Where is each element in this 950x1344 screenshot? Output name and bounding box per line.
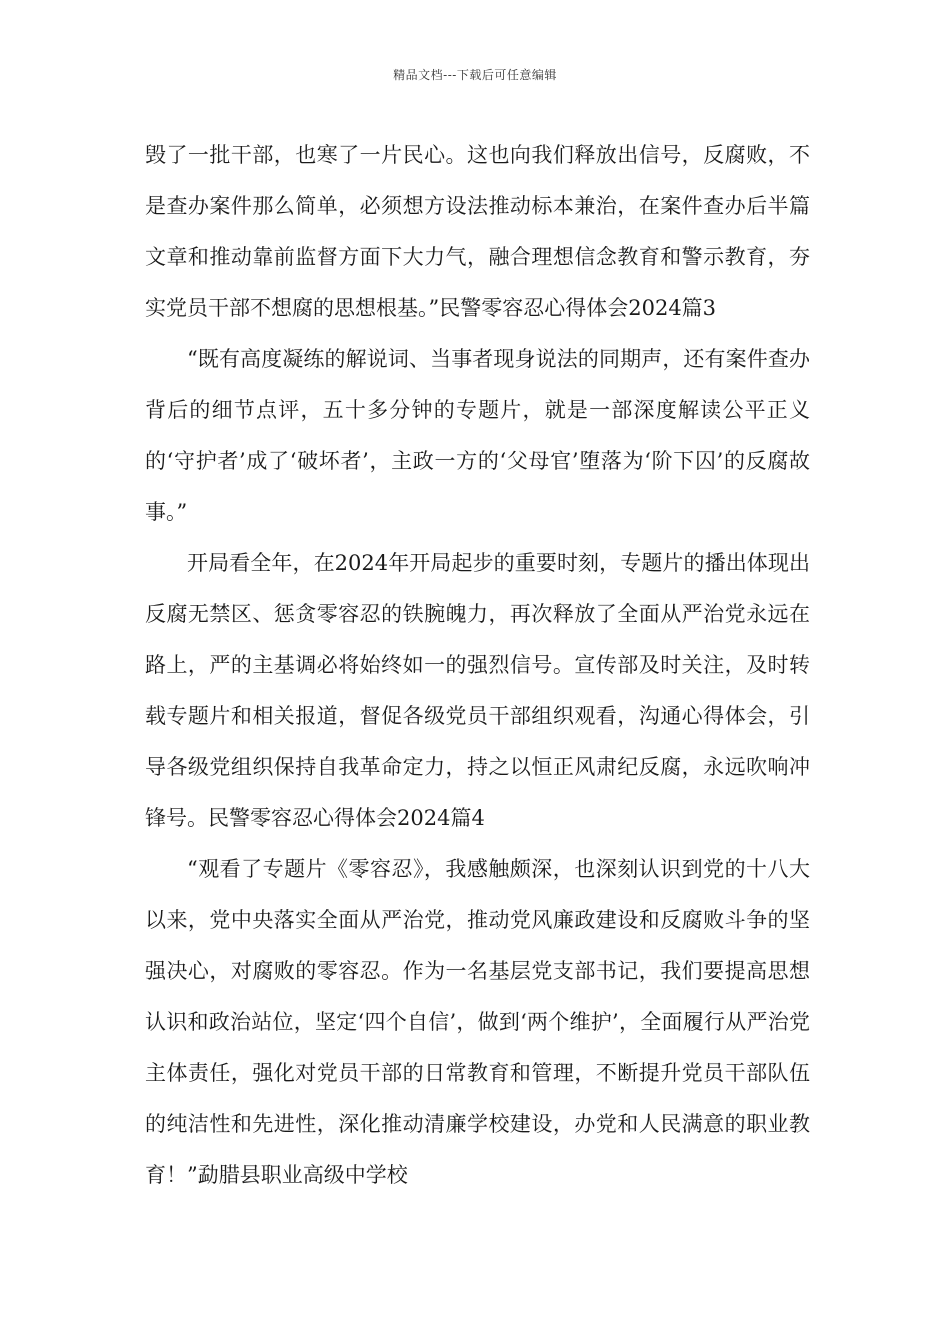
paragraph: 开局看全年，在2024年开局起步的重要时刻，专题片的播出体现出反腐无禁区、惩贪零容忍的铁腕魄力，再次释放了全面从严治党永远在路上，严的主基调必将始终如一的强烈信号。宣传部及时关注，及时转载专题片和相关报道，督促各级党员干部组织观看，沟通心得体会，引导各级党组织保持自我革命定力，持之以恒正风肃纪反腐，永远吹响冲锋号。民警零容忍心得体会2024篇4 [145,551,810,830]
paragraph: “观看了专题片《零容忍》，我感触颇深，也深刻认识到党的十八大以来，党中央落实全面从严治党，推动党风廉政建设和反腐败斗争的坚强决心，对腐败的零容忍。作为一名基层党支部书记，我们要提高思想认识和政治站位，坚定‘四个自信’，做到‘两个维护’，全面履行从严治党主体责任，强化对党员干部的日常教育和管理，不断提升党员干部队伍的纯洁性和先进性，深化推动清廉学校建设，办党和人民满意的职业教育！”勐腊县职业高级中学校 [145,857,810,1187]
document-body [145,130,810,1201]
paragraph: 毁了一批干部，也寒了一片民心。这也向我们释放出信号，反腐败，不是查办案件那么简单，必须想方设法推动标本兼治，在案件查办后半篇文章和推动靠前监督方面下大力气，融合理想信念教育和警示教育，夯实党员干部不想腐的思想根基。”民警零容忍心得体会2024篇3 [145,143,810,320]
paragraph: “既有高度凝练的解说词、当事者现身说法的同期声，还有案件查办背后的细节点评，五十多分钟的专题片，就是一部深度解读公平正义的‘守护者’成了‘破坏者’，主政一方的‘父母官’堕落为‘阶下囚’的反腐故事。” [145,347,810,524]
page-header: 精品文档---下载后可任意编辑 [393,68,557,82]
